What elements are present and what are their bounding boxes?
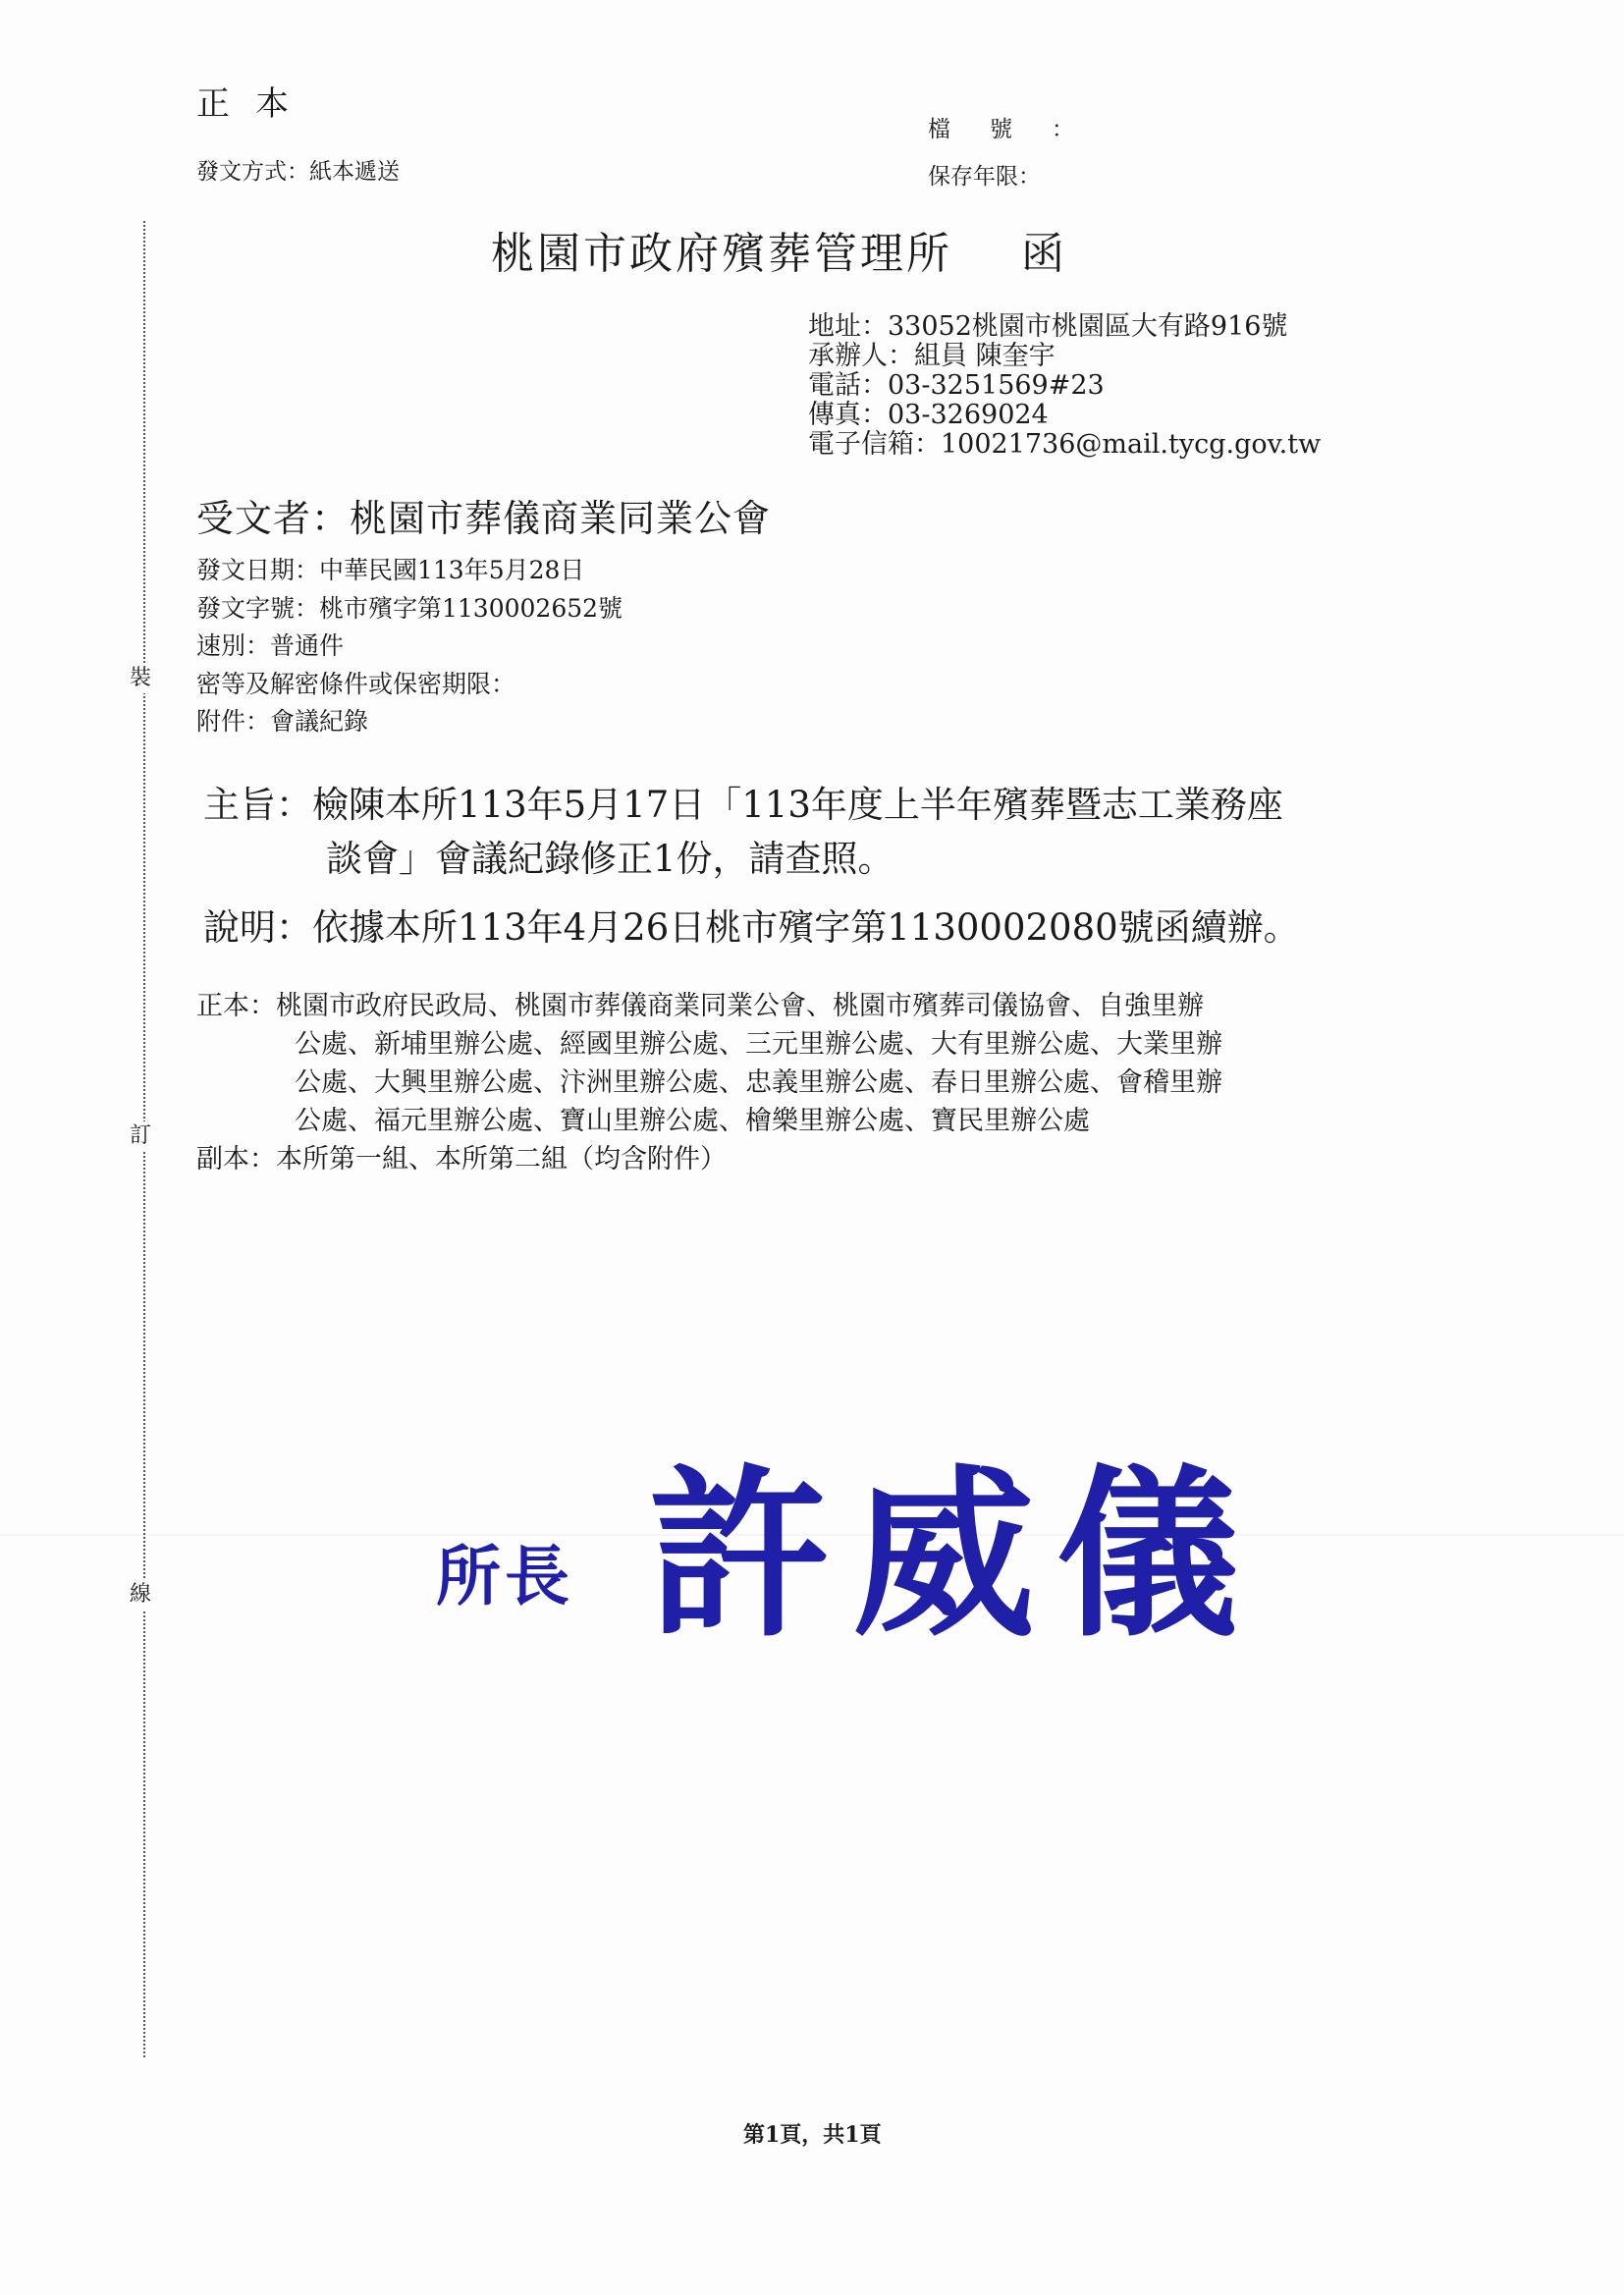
binding-mark-zhuang: 裝 — [130, 664, 151, 693]
subject-block — [203, 778, 1283, 886]
signature-title-stamp: 所長 — [436, 1538, 573, 1614]
distribution-main-line-3: 公處、大興里辦公處、汴洲里辦公處、忠義里辦公處、春日里辦公處、會稽里辦 — [295, 1067, 1222, 1098]
secrecy-level: 密等及解密條件或保密期限： — [196, 669, 516, 698]
page-number: 第1頁，共1頁 — [743, 2122, 882, 2148]
copy-type-label: 正本 — [196, 84, 314, 124]
file-number-text: 檔號 — [928, 117, 1052, 142]
recipient: 受文者：桃園市葬儀商業同業公會 — [196, 497, 772, 540]
distribution-main-line-4: 公處、福元里辦公處、寶山里辦公處、檜樂里辦公處、寶民里辦公處 — [295, 1106, 1090, 1136]
file-number-label — [928, 111, 1074, 143]
signature-name-stamp: 許威儀 — [648, 1447, 1262, 1662]
subject-line-2: 談會」會議紀錄修正1份，請查照。 — [326, 838, 894, 880]
file-number-colon: ： — [1052, 117, 1074, 142]
document-meta — [196, 552, 623, 741]
distribution-copy: 副本：本所第一組、本所第二組（均含附件） — [196, 1144, 727, 1175]
contact-email: 電子信箱：10021736@mail.tycg.gov.tw — [808, 429, 1322, 460]
delivery-speed: 速別：普通件 — [196, 631, 345, 660]
explanation: 說明：依據本所113年4月26日桃市殯字第1130002080號函續辦。 — [203, 906, 1300, 949]
contact-fax: 傳真：03-3269024 — [808, 400, 1049, 430]
binding-mark-ding: 訂 — [130, 1121, 151, 1151]
distribution-main-line-1: 正本：桃園市政府民政局、桃園市葬儀商業同業公會、桃園市殯葬司儀協會、自強里辦 — [196, 991, 1204, 1021]
distribution-main-line-2: 公處、新埔里辦公處、經國里辦公處、三元里辦公處、大有里辦公處、大業里辦 — [295, 1029, 1222, 1060]
contact-handler: 承辦人：組員 陳奎宇 — [808, 341, 1056, 371]
distribution-block — [196, 987, 1222, 1178]
contact-phone: 電話：03-3251569#23 — [808, 370, 1105, 401]
retention-period-label: 保存年限： — [928, 164, 1041, 190]
contact-address: 地址：33052桃園市桃園區大有路916號 — [808, 311, 1288, 342]
document-number: 發文字號：桃市殯字第1130002652號 — [196, 593, 623, 623]
agency-name: 桃園市政府殯葬管理所 — [491, 229, 952, 279]
document-title — [491, 218, 1067, 281]
send-method: 發文方式：紙本遞送 — [196, 159, 400, 185]
attachment: 附件：會議紀錄 — [196, 707, 369, 736]
subject-line-1: 主旨：檢陳本所113年5月17日「113年度上半年殯葬暨志工業務座 — [203, 784, 1283, 826]
binding-mark-xian: 線 — [130, 1580, 151, 1610]
document-kind: 函 — [1021, 229, 1067, 279]
contact-block — [808, 312, 1321, 460]
issue-date: 發文日期：中華民國113年5月28日 — [196, 556, 585, 584]
